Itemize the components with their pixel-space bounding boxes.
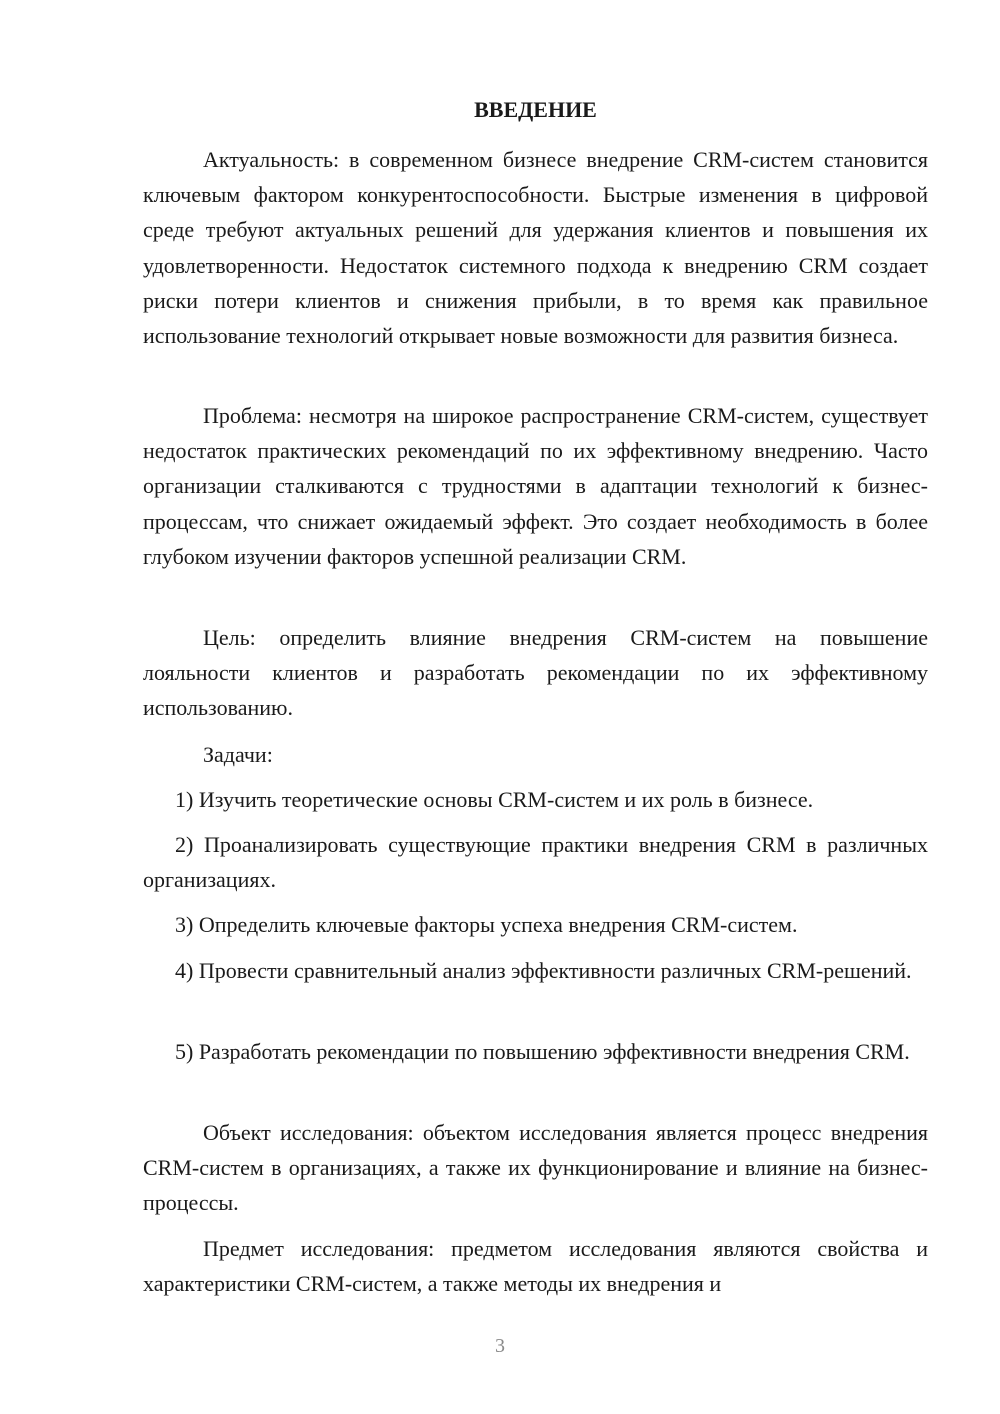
section-heading: ВВЕДЕНИЕ — [474, 97, 597, 122]
task-item: 5) Разработать рекомендации по повышению эффективности внедрения CRM. — [175, 1039, 910, 1064]
task-item: 4) Провести сравнительный анализ эффективности различных CRM-решений. — [175, 958, 912, 983]
tasks-label: Задачи: — [203, 742, 273, 767]
paragraph-subject: Предмет исследования: предметом исследования являются свойства и характеристики CRM-систем, а также методы их внедрения и — [143, 1236, 928, 1297]
paragraph-problem: Проблема: несмотря на широкое распространение CRM-систем, существует недостаток практических рекомендаций по их эффективному внедрению. Часто организации сталкиваются с трудностями в адаптации технологий к бизнес-процессам, что снижает ожидаемый эффект. Это создает необходимость в более глубоком изучении факторов успешной реализации CRM. — [143, 403, 928, 569]
task-item: 2) Проанализировать существующие практики внедрения CRM в различных организациях. — [143, 832, 928, 893]
task-item: 3) Определить ключевые факторы успеха внедрения CRM-систем. — [175, 912, 798, 937]
page-number: 3 — [495, 1335, 505, 1357]
paragraph-goal: Цель: определить влияние внедрения CRM-систем на повышение лояльности клиентов и разработать рекомендации по их эффективному использованию. — [143, 625, 928, 721]
paragraph-relevance: Актуальность: в современном бизнесе внедрение CRM-систем становится ключевым фактором конкурентоспособности. Быстрые изменения в цифровой среде требуют актуальных решений для удержания клиентов и повышения их удовлетворенности. Недостаток системного подхода к внедрению CRM создает риски потери клиентов и снижения прибыли, в то время как правильное использование технологий открывает новые возможности для развития бизнеса. — [143, 147, 928, 349]
paragraph-object: Объект исследования: объектом исследования является процесс внедрения CRM-систем в организациях, а также их функционирование и влияние на бизнес-процессы. — [143, 1120, 928, 1216]
task-item: 1) Изучить теоретические основы CRM-систем и их роль в бизнесе. — [175, 787, 814, 812]
